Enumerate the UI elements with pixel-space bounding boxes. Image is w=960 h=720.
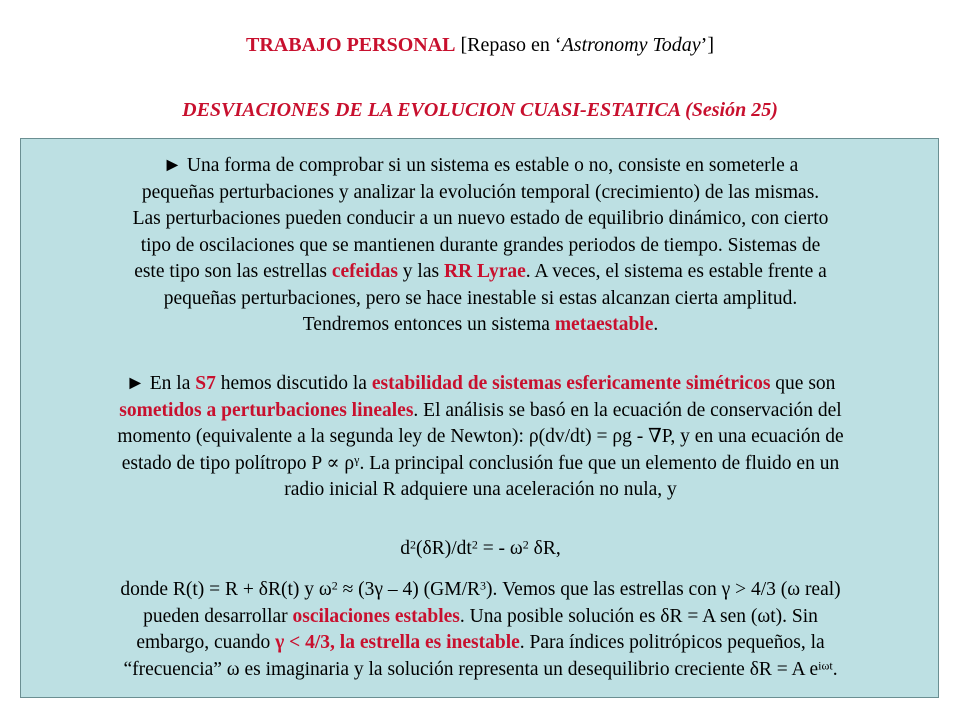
term-metaestable: metaestable: [554, 314, 654, 335]
p3-line-1: donde R(t) = R + δR(t) y $\omega^2 \approx (3\gamma - 4)$ $(GM/R^3)$. Vemos que las estrellas con γ > 4/3 (ω real): [120, 578, 841, 600]
paragraph-stability: [21, 371, 940, 504]
p1-line-1: ► Una forma de comprobar si un sistema es estable o no, consiste en someterle a: [162, 155, 799, 176]
equation-oscillation: $d^2(\delta R)/dt^2$ = - $\omega^2$ δR,: [400, 537, 561, 559]
paragraph-solution: [21, 577, 940, 683]
title-open: [Repaso en ‘: [455, 34, 562, 56]
session-ref-s7: S7: [195, 373, 216, 394]
p3-line-3: embargo, cuando γ < 4/3, la estrella es inestable. Para índices politrópicos pequeños, la: [136, 632, 825, 653]
term-stability: estabilidad de sistemas esfericamente simétricos: [371, 373, 771, 394]
term-stable-oscillations: oscilaciones estables: [292, 605, 460, 627]
p3-line-4: “frecuencia” ω es imaginaria y la solución representa un desequilibrio creciente δR = A $e^{i\omega t}$.: [123, 658, 838, 680]
term-cefeidas: cefeidas: [331, 261, 398, 282]
title-book: Astronomy Today: [561, 34, 701, 56]
p3-line-2: pueden desarrollar oscilaciones estables. Una posible solución es δR = A sen (ωt). Sin: [143, 605, 818, 627]
p1-line-7: Tendremos entonces un sistema metaestable.: [302, 314, 659, 335]
p1-line-5: este tipo son las estrellas cefeidas y las RR Lyrae. A veces, el sistema es estable frente a: [134, 261, 827, 282]
p2-line-4: estado de tipo polítropo $P \propto \rho^\gamma$. La principal conclusión fue que un elemento de fluido en un: [121, 452, 840, 474]
session-subtitle: DESVIACIONES DE LA EVOLUCION CUASI-ESTATICA (Sesión 25): [182, 99, 778, 121]
content-box: [20, 138, 939, 698]
page-title: [0, 34, 960, 57]
p1-line-4: tipo de oscilaciones que se mantienen durante grandes periodos de tiempo. Sistemas de: [140, 234, 821, 256]
p2-line-5: radio inicial R adquiere una aceleración no nula, y: [284, 479, 677, 500]
term-linear-perturbations: sometidos a perturbaciones lineales: [119, 399, 414, 421]
term-unstable: γ < 4/3, la estrella es inestable: [275, 632, 520, 653]
paragraph-perturbations: [21, 153, 940, 339]
title-highlight: TRABAJO PERSONAL: [246, 34, 456, 56]
p2-line-2: sometidos a perturbaciones lineales. El análisis se basó en la ecuación de conservación del: [119, 399, 842, 421]
p2-line-1: ► En la S7 hemos discutido la estabilidad de sistemas esfericamente simétricos que son: [125, 373, 836, 394]
p2-line-3: momento (equivalente a la segunda ley de Newton): ρ(dv/dt) = ρg - ∇P, y en una ecuación de: [117, 426, 844, 447]
p1-line-3: Las perturbaciones pueden conducir a un nuevo estado de equilibrio dinámico, con cierto: [132, 208, 829, 229]
title-close: ’]: [700, 34, 714, 56]
p1-line-2: pequeñas perturbaciones y analizar la evolución temporal (crecimiento) de las mismas.: [141, 181, 820, 203]
p1-line-6: pequeñas perturbaciones, pero se hace inestable si estas alcanzan cierta amplitud.: [163, 287, 798, 309]
term-rr-lyrae: RR Lyrae: [443, 261, 526, 282]
